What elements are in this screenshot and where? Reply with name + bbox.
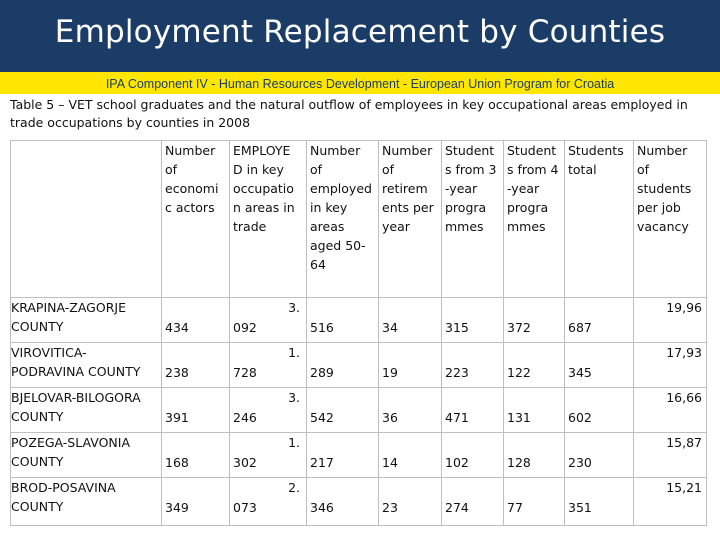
employed-units-part: 092: [233, 320, 257, 335]
header-employed-trade: EMPLOYE D in key occupatio n areas in trade: [233, 143, 295, 234]
header-students-total: Students total: [568, 143, 624, 177]
grid-line: [633, 140, 634, 525]
students-total-value: 230: [568, 455, 592, 470]
header-students-4yr: Student s from 4 -year progra mmes: [507, 143, 559, 234]
students-4yr-value: 131: [507, 410, 531, 425]
economic-actors-value: 434: [165, 320, 189, 335]
aged-50-64-value: 289: [310, 365, 334, 380]
county-name: BROD-POSAVINA COUNTY: [11, 480, 116, 514]
header-students-per-vacancy: Number of students per job vacancy: [637, 143, 692, 234]
retirements-value: 19: [382, 365, 398, 380]
grid-line: [706, 140, 707, 525]
students-per-vacancy-value: 15,87: [666, 435, 702, 450]
retirements-value: 14: [382, 455, 398, 470]
grid-line: [564, 140, 565, 525]
employed-units-part: 728: [233, 365, 257, 380]
retirements-value: 36: [382, 410, 398, 425]
students-3yr-value: 223: [445, 365, 469, 380]
employed-thousands-part: 3.: [288, 300, 300, 315]
students-total-value: 602: [568, 410, 592, 425]
economic-actors-value: 238: [165, 365, 189, 380]
students-4yr-value: 128: [507, 455, 531, 470]
county-name: KRAPINA-ZAGORJE COUNTY: [11, 300, 126, 334]
grid-line: [503, 140, 504, 525]
employed-thousands-part: 1.: [288, 435, 300, 450]
students-per-vacancy-value: 19,96: [666, 300, 702, 315]
students-3yr-value: 471: [445, 410, 469, 425]
retirements-value: 23: [382, 500, 398, 515]
aged-50-64-value: 542: [310, 410, 334, 425]
grid-line: [229, 140, 230, 525]
students-total-value: 351: [568, 500, 592, 515]
employed-thousands-part: 1.: [288, 345, 300, 360]
employed-thousands-part: 3.: [288, 390, 300, 405]
header-students-3yr: Student s from 3 -year progra mmes: [445, 143, 497, 234]
grid-line: [441, 140, 442, 525]
economic-actors-value: 391: [165, 410, 189, 425]
table-caption: Table 5 – VET school graduates and the natural outflow of employees in key occupational areas employed in trade occupations by counties in 2008: [10, 97, 688, 130]
students-4yr-value: 77: [507, 500, 523, 515]
students-per-vacancy-value: 15,21: [666, 480, 702, 495]
economic-actors-value: 168: [165, 455, 189, 470]
grid-line: [161, 140, 162, 525]
employed-units-part: 302: [233, 455, 257, 470]
students-per-vacancy-value: 17,93: [666, 345, 702, 360]
table-border-bottom: [10, 525, 707, 526]
county-name: BJELOVAR-BILOGORA COUNTY: [11, 390, 141, 424]
students-4yr-value: 122: [507, 365, 531, 380]
students-per-vacancy-value: 16,66: [666, 390, 702, 405]
header-employed-aged: Number of employed in key areas aged 50- 64: [310, 143, 372, 272]
county-name: VIROVITICA- PODRAVINA COUNTY: [11, 345, 141, 379]
students-total-value: 345: [568, 365, 592, 380]
retirements-value: 34: [382, 320, 398, 335]
aged-50-64-value: 346: [310, 500, 334, 515]
header-retirements: Number of retirem ents per year: [382, 143, 434, 234]
economic-actors-value: 349: [165, 500, 189, 515]
grid-line: [306, 140, 307, 525]
employed-thousands-part: 2.: [288, 480, 300, 495]
county-name: POZEGA-SLAVONIA COUNTY: [11, 435, 131, 469]
students-3yr-value: 102: [445, 455, 469, 470]
students-3yr-value: 274: [445, 500, 469, 515]
students-4yr-value: 372: [507, 320, 531, 335]
aged-50-64-value: 516: [310, 320, 334, 335]
title-bar: [0, 0, 720, 72]
program-subtitle: IPA Component IV - Human Resources Development - European Union Program for Croatia: [105, 77, 615, 91]
grid-line: [378, 140, 379, 525]
students-total-value: 687: [568, 320, 592, 335]
slide-title: Employment Replacement by Counties: [54, 14, 666, 50]
employed-units-part: 246: [233, 410, 257, 425]
aged-50-64-value: 217: [310, 455, 334, 470]
header-economic-actors: Number of economi c actors: [165, 143, 219, 215]
employed-units-part: 073: [233, 500, 257, 515]
students-3yr-value: 315: [445, 320, 469, 335]
